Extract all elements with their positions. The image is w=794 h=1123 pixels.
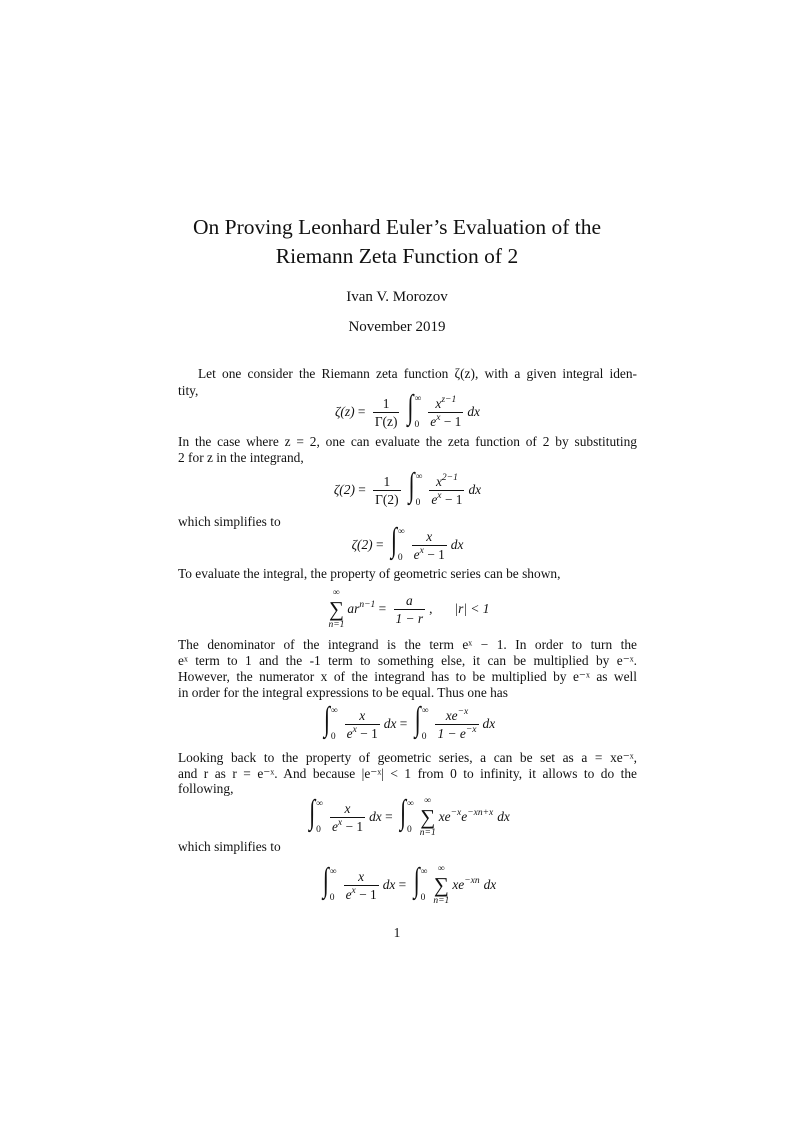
integral-symbol: ∫ bbox=[413, 860, 420, 899]
integral-symbol: ∫ bbox=[322, 860, 329, 899]
eq-sign: = bbox=[372, 537, 387, 552]
lower-limit: 0 bbox=[330, 732, 336, 742]
lower-limit: 0 bbox=[397, 553, 403, 563]
integral-symbol: ∫ bbox=[309, 792, 316, 831]
fraction bbox=[330, 801, 365, 834]
sum-term: $xe^{-xn}$ bbox=[452, 876, 480, 892]
integral-sign bbox=[399, 792, 414, 835]
upper-limit: ∞ bbox=[437, 864, 445, 874]
equation-zeta-2-integral bbox=[178, 465, 637, 508]
denominator: $e^x - 1$ bbox=[430, 412, 462, 429]
integral-sign bbox=[413, 860, 428, 903]
differential: dx bbox=[482, 716, 496, 731]
fraction bbox=[373, 474, 400, 507]
integral-symbol: ∫ bbox=[399, 792, 406, 831]
lower-limit: n=1 bbox=[433, 896, 450, 906]
paragraph-line: eˣ term to 1 and the -1 term to something else, it can be multiplied by e⁻ˣ. bbox=[178, 653, 637, 668]
summation-sign bbox=[328, 588, 344, 630]
differential: dx bbox=[382, 877, 396, 892]
eq-lhs: ζ(2) bbox=[333, 482, 355, 497]
summation-sign bbox=[433, 864, 449, 906]
differential: dx bbox=[383, 716, 397, 731]
denominator: $e^x - 1$ bbox=[431, 490, 463, 507]
integral-sign bbox=[407, 387, 422, 430]
eq-sign: = bbox=[381, 809, 396, 824]
sigma-symbol: ∑ bbox=[433, 873, 449, 897]
differential: dx bbox=[369, 809, 382, 824]
eq-lhs: ζ(z) bbox=[335, 404, 355, 419]
integral-sign bbox=[408, 465, 423, 508]
numerator: a bbox=[405, 592, 413, 608]
fraction bbox=[345, 708, 380, 741]
lower-limit: 0 bbox=[316, 825, 321, 835]
lower-limit: 0 bbox=[414, 420, 420, 430]
upper-limit: ∞ bbox=[330, 706, 338, 716]
paragraph-line: which simplifies to bbox=[178, 839, 281, 854]
integral-symbol: ∫ bbox=[323, 699, 330, 738]
paragraph-line: However, the numerator x of the integrand has to be multiplied by e⁻ˣ as well bbox=[178, 669, 637, 684]
lower-limit: n=1 bbox=[419, 828, 436, 838]
sum-term: $ar^{n-1}$ bbox=[347, 600, 376, 616]
integral-sign bbox=[322, 860, 337, 903]
fraction bbox=[428, 396, 463, 429]
denominator: $1 - e^{-x}$ bbox=[437, 724, 477, 741]
integral-symbol: ∫ bbox=[408, 465, 415, 504]
numerator: x bbox=[344, 800, 351, 816]
differential: dx bbox=[468, 482, 482, 497]
paragraph-line: following, bbox=[178, 781, 234, 796]
convergence-condition: |r| < 1 bbox=[454, 601, 490, 616]
numerator: $x^{z-1}$ bbox=[435, 394, 457, 411]
paragraph-line: Looking back to the property of geometric series, a can be set as a = xe⁻ˣ, bbox=[178, 750, 637, 765]
numerator: x bbox=[358, 868, 365, 884]
paragraph-line: In the case where z = 2, one can evaluate the zeta function of 2 by substituting bbox=[178, 434, 637, 449]
summation-sign bbox=[420, 796, 436, 838]
eq-sign: = bbox=[354, 482, 370, 497]
numerator: 1 bbox=[382, 395, 390, 411]
paragraph-line: 2 for z in the integrand, bbox=[178, 450, 304, 465]
upper-limit: ∞ bbox=[397, 527, 405, 537]
upper-limit: ∞ bbox=[415, 472, 423, 482]
lower-limit: 0 bbox=[329, 893, 335, 903]
integral-sign bbox=[390, 520, 405, 563]
eq-sign: = bbox=[396, 716, 411, 731]
eq-sign: = bbox=[395, 877, 410, 892]
integral-symbol: ∫ bbox=[390, 520, 397, 559]
eq-sign: = bbox=[375, 601, 390, 616]
sum-term: $xe^{-x}e^{-xn+x}$ bbox=[438, 808, 494, 824]
date: November 2019 bbox=[348, 319, 446, 335]
paragraph-line: To evaluate the integral, the property of geometric series can be shown, bbox=[178, 566, 561, 581]
page-number: 1 bbox=[393, 925, 401, 940]
upper-limit: ∞ bbox=[333, 588, 340, 598]
paragraph-line: in order for the integral expressions to be equal. Thus one has bbox=[178, 685, 508, 700]
equation-series-simplified bbox=[178, 860, 637, 906]
paragraph-line: and r as r = e⁻ˣ. And because |e⁻ˣ| < 1 from 0 to infinity, it allows to do the bbox=[178, 766, 637, 781]
paragraph-line: Let one consider the Riemann zeta function ζ(z), with a given integral iden- bbox=[198, 366, 637, 381]
fraction bbox=[373, 396, 400, 429]
lower-limit: 0 bbox=[421, 732, 427, 742]
equation-geometric-series bbox=[178, 588, 637, 630]
equation-integral-identity bbox=[178, 699, 637, 742]
upper-limit: ∞ bbox=[407, 799, 414, 809]
eq-sign: = bbox=[354, 404, 369, 419]
sigma-symbol: ∑ bbox=[420, 805, 436, 829]
differential: dx bbox=[467, 404, 480, 419]
integral-symbol: ∫ bbox=[414, 699, 421, 738]
upper-limit: ∞ bbox=[420, 867, 428, 877]
upper-limit: ∞ bbox=[424, 796, 432, 806]
paper-title bbox=[0, 213, 794, 271]
lower-limit: n=1 bbox=[328, 620, 345, 630]
comma: , bbox=[429, 601, 433, 616]
numerator: x bbox=[426, 528, 433, 544]
lower-limit: 0 bbox=[420, 893, 426, 903]
upper-limit: ∞ bbox=[329, 867, 337, 877]
integral-symbol: ∫ bbox=[407, 387, 414, 426]
fraction bbox=[344, 869, 379, 902]
denominator: $e^x - 1$ bbox=[413, 545, 445, 562]
paragraph-line: which simplifies to bbox=[178, 514, 281, 529]
denominator: Γ(z) bbox=[374, 413, 398, 429]
numerator: $x^{2-1}$ bbox=[435, 472, 458, 489]
sigma-symbol: ∑ bbox=[328, 597, 344, 621]
denominator: Γ(2) bbox=[375, 491, 399, 507]
lower-limit: 0 bbox=[407, 825, 412, 835]
title-line-2: Riemann Zeta Function of 2 bbox=[275, 244, 519, 268]
eq-lhs: ζ(2) bbox=[351, 537, 373, 552]
denominator: $e^x - 1$ bbox=[346, 724, 378, 741]
integral-sign bbox=[309, 792, 323, 835]
equation-series-expansion bbox=[178, 792, 637, 838]
numerator: x bbox=[359, 707, 366, 723]
differential: dx bbox=[450, 537, 464, 552]
denominator: $e^x - 1$ bbox=[331, 817, 364, 834]
fraction bbox=[412, 529, 447, 562]
upper-limit: ∞ bbox=[414, 394, 422, 404]
integral-sign bbox=[323, 699, 338, 742]
differential: dx bbox=[483, 877, 497, 892]
differential: dx bbox=[497, 809, 510, 824]
fraction bbox=[394, 593, 426, 626]
upper-limit: ∞ bbox=[421, 706, 429, 716]
upper-limit: ∞ bbox=[316, 799, 323, 809]
denominator: 1 − r bbox=[395, 610, 424, 626]
fraction bbox=[429, 474, 464, 507]
numerator: 1 bbox=[383, 473, 391, 489]
title-line-1: On Proving Leonhard Euler’s Evaluation of the bbox=[192, 215, 601, 239]
paragraph-line: The denominator of the integrand is the term eˣ − 1. In order to turn the bbox=[178, 637, 637, 652]
fraction bbox=[435, 708, 478, 741]
denominator: $e^x - 1$ bbox=[345, 885, 377, 902]
author: Ivan V. Morozov bbox=[346, 289, 448, 305]
paragraph-line: tity, bbox=[178, 383, 199, 398]
integral-sign bbox=[414, 699, 429, 742]
numerator: $xe^{-x}$ bbox=[445, 706, 469, 723]
lower-limit: 0 bbox=[415, 498, 421, 508]
